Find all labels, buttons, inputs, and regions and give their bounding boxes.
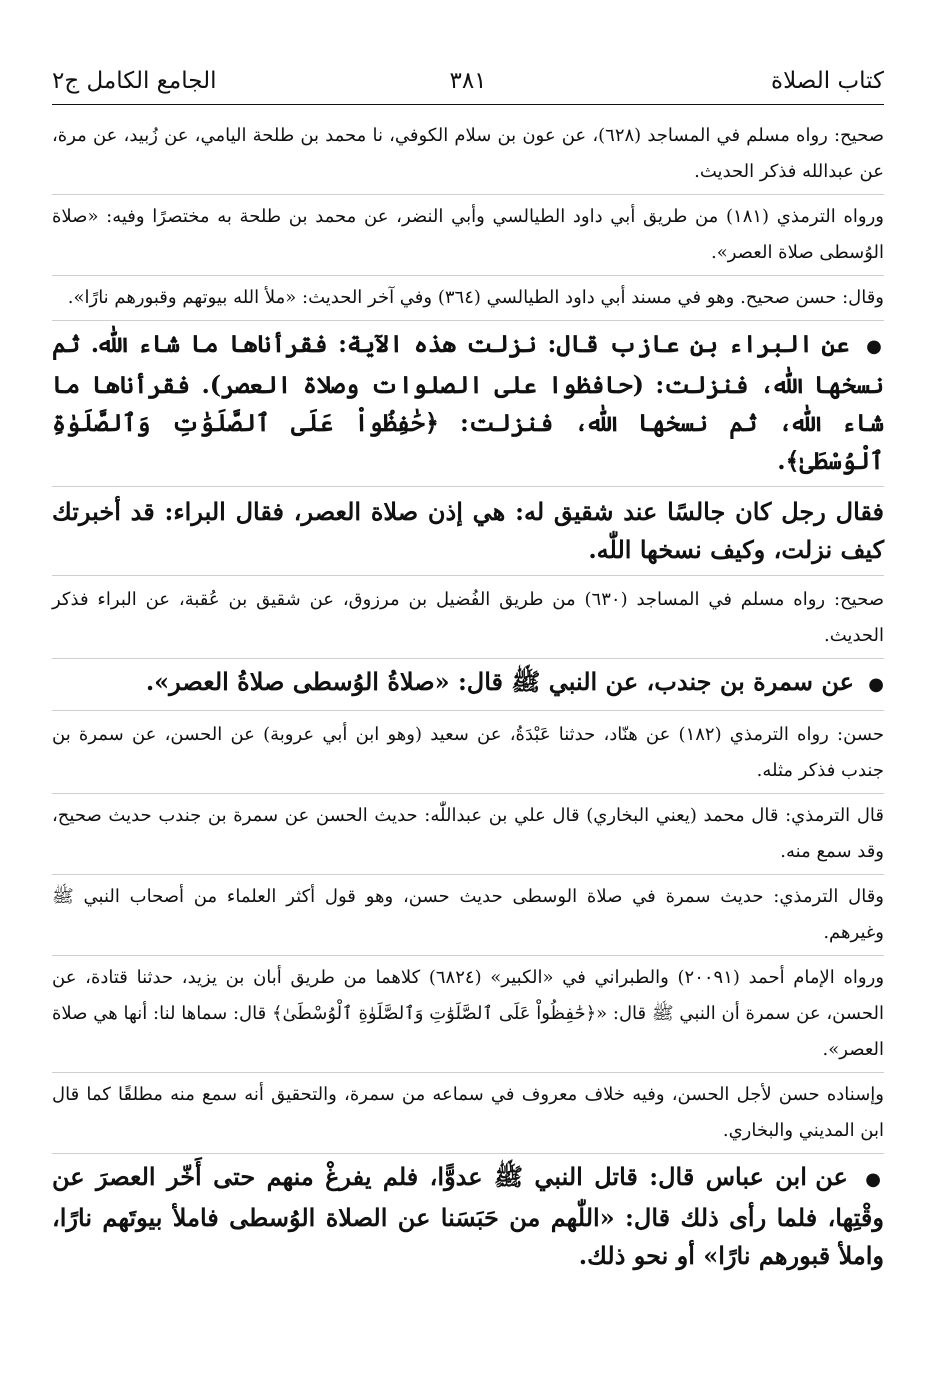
takhrij-paragraph bbox=[52, 199, 884, 276]
paragraph-text: صحيح: رواه مسلم في المساجد (٦٢٨)، عن عون بن سلام الكوفي، نا محمد بن طلحة اليامي، عن زُبيد، عن مرة، عن عبدالله فذكر الحديث. bbox=[52, 125, 884, 182]
takhrij-paragraph bbox=[52, 798, 884, 875]
takhrij-paragraph bbox=[52, 717, 884, 794]
paragraph-text: فقال رجل كان جالسًا عند شقيق له: هي إذن صلاة العصر، فقال البراء: قد أخبرتك كيف نزلت، وكيف نسخها اللّٰه. bbox=[52, 497, 884, 564]
chapter-title: كتاب الصلاة bbox=[771, 68, 884, 94]
paragraph-text: قال الترمذي: قال محمد (يعني البخاري) قال علي بن عبداللّٰه: حديث الحسن عن سمرة بن جندب حديث صحيح، وقد سمع منه. bbox=[52, 805, 884, 862]
takhrij-paragraph bbox=[52, 280, 884, 321]
paragraph-text: وقال: حسن صحيح. وهو في مسند أبي داود الطيالسي (٣٦٤) وفي آخر الحديث: «ملأ الله بيوتهم وقبورهم نارًا». bbox=[67, 287, 884, 308]
paragraph-text: عن ابن عباس قال: قاتل النبي ﷺ عدوًّا، فلم يفرغْ منهم حتى أَخّر العصرَ عن وقْتِها، فلما رأى ذلك قال: «اللّٰهم من حَبَسَنا عن الصلاة الوُسطى فاملأ بيوتَهم نارًا، واملأ قبورهم نارًا» أو نحو ذلك. bbox=[52, 1162, 884, 1270]
takhrij-paragraph bbox=[52, 1077, 884, 1154]
bullet-icon: ● bbox=[868, 674, 884, 695]
paragraph-text: وإسناده حسن لأجل الحسن، وفيه خلاف معروف في سماعه من سمرة، والتحقيق أنه سمع منه مطلقًا كما قال ابن المديني والبخاري. bbox=[52, 1084, 884, 1141]
hadith-paragraph bbox=[52, 663, 884, 711]
takhrij-paragraph bbox=[52, 118, 884, 195]
hadith-paragraph bbox=[52, 1158, 884, 1281]
paragraph-text: حسن: رواه الترمذي (١٨٢) عن هنّاد، حدثنا عَبْدَةُ، عن سعيد (وهو ابن أبي عروبة) عن الحسن، عن سمرة بن جندب فذكر مثله. bbox=[52, 724, 884, 781]
page-content bbox=[52, 118, 884, 1287]
paragraph-text: صحيح: رواه مسلم في المساجد (٦٣٠) من طريق الفُضيل بن مرزوق، عن شقيق بن عُقبة، عن البراء فذكر الحديث. bbox=[52, 589, 884, 646]
book-title: الجامع الكامل ج٢ bbox=[52, 68, 217, 94]
paragraph-text: عن البراء بن عازب قال: نزلت هذه الآية: فقرأناها ما شاء اللّٰه. ثم نسخها اللّٰه، فنزلت: (حافظوا على الصلوات وصلاة العصر). فقرأناها ما شاء اللّٰه، ثم نسخها اللّٰه، فنزلت: ﴿حَٰفِظُواْ عَلَى ٱلصَّلَوَٰتِ وَٱلصَّلَوٰةِ ٱلْوُسْطَىٰ﴾. bbox=[52, 329, 884, 475]
takhrij-paragraph bbox=[52, 879, 884, 956]
bullet-icon: ● bbox=[866, 336, 885, 357]
page-header bbox=[52, 64, 884, 105]
paragraph-text: ورواه الإمام أحمد (٢٠٠٩١) والطبراني في «الكبير» (٦٨٢٤) كلاهما من طريق أبان بن يزيد، حدثنا قتادة، عن الحسن، عن سمرة أن النبي ﷺ قال: «﴿حَٰفِظُواْ عَلَى ٱلصَّلَوَٰتِ وَٱلصَّلَوٰةِ ٱلْوُسْطَىٰ﴾ قال: سماها لنا: أنها هي صلاة العصر». bbox=[52, 967, 885, 1060]
takhrij-paragraph bbox=[52, 960, 884, 1073]
hadith-paragraph bbox=[52, 325, 884, 487]
hadith-paragraph bbox=[52, 493, 884, 576]
paragraph-text: ورواه الترمذي (١٨١) من طريق أبي داود الطيالسي وأبي النضر، عن محمد بن طلحة به مختصرًا وفيه: «صلاة الوُسطى صلاة العصر». bbox=[52, 206, 884, 263]
bullet-icon: ● bbox=[865, 1169, 884, 1190]
paragraph-text: عن سمرة بن جندب، عن النبي ﷺ قال: «صلاةُ الوُسطى صلاةُ العصر». bbox=[145, 667, 854, 696]
paragraph-text: وقال الترمذي: حديث سمرة في صلاة الوسطى حديث حسن، وهو قول أكثر العلماء من أصحاب النبي ﷺ وغيرهم. bbox=[52, 886, 884, 943]
page-number: ٣٨١ bbox=[449, 68, 487, 94]
takhrij-paragraph bbox=[52, 582, 884, 659]
